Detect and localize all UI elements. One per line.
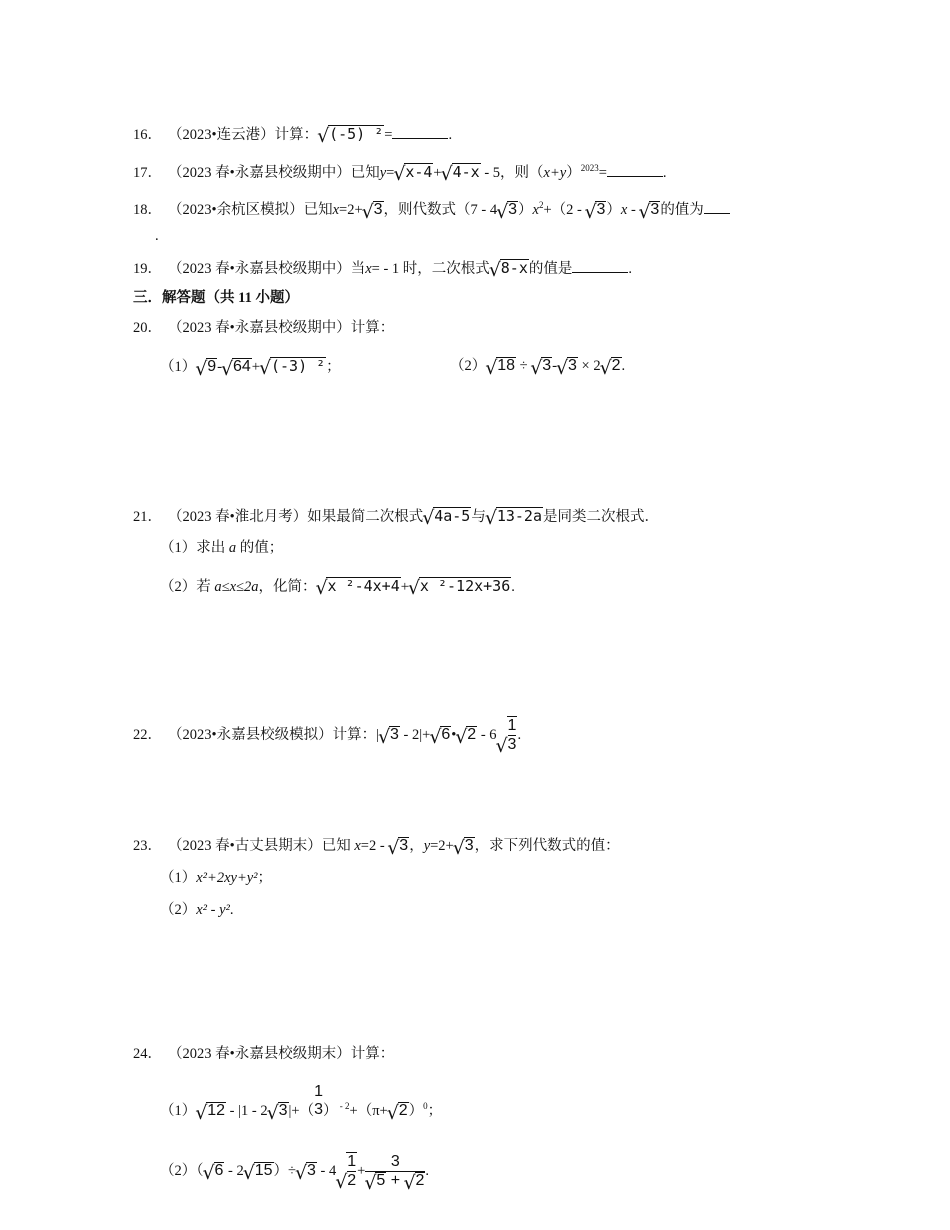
minus-sign: - — [552, 358, 558, 374]
question-text: 计算： — [350, 320, 395, 336]
sqrt-fraction — [497, 716, 518, 754]
numerator: 3 — [390, 1153, 400, 1170]
exponent: 0 — [423, 1101, 428, 1111]
question-text: 的值； — [236, 540, 284, 556]
sqrt-expression — [490, 258, 529, 278]
paren: ） — [408, 1102, 424, 1119]
abs-bar: | — [376, 726, 379, 743]
sqrt-expression — [442, 162, 481, 182]
question-24-part-2 — [160, 1152, 429, 1190]
question-23-part-1 — [160, 868, 272, 888]
radicand: 2 — [398, 1101, 408, 1119]
question-20-part-2 — [450, 356, 625, 376]
period: . — [229, 902, 234, 918]
question-22 — [133, 716, 521, 754]
sqrt-expression — [244, 1161, 274, 1181]
expression-text: - 2|+ — [399, 726, 431, 743]
radicand: 3 — [650, 200, 660, 218]
answer-blank[interactable] — [704, 199, 730, 214]
question-text: 计算： — [332, 726, 377, 743]
denominator: 3 — [314, 1100, 324, 1118]
semicolon: ； — [257, 870, 273, 886]
question-16 — [133, 124, 452, 145]
question-number: 22． — [133, 726, 162, 743]
expression-text: - |1 - 2 — [226, 1102, 268, 1119]
radicand: 3 — [596, 200, 606, 218]
variable: y — [379, 164, 387, 181]
denominator: 2 — [347, 1172, 357, 1189]
question-text: ，则代数式（7 - 4 — [383, 201, 498, 218]
question-number: 19． — [133, 261, 162, 277]
sqrt-expression — [296, 1161, 317, 1181]
question-number: 16． — [133, 127, 162, 143]
part-label: （2） — [450, 358, 487, 374]
period: . — [448, 127, 453, 143]
sqrt-expression — [486, 356, 516, 376]
question-number: 17． — [133, 164, 162, 181]
radicand: 8-x — [500, 259, 528, 277]
expression-text: - 6 — [477, 726, 497, 743]
expression: x²+2xy+y² — [196, 870, 258, 886]
equals-sign: = — [386, 164, 395, 181]
expression-text: =2 - — [360, 838, 389, 854]
sqrt-expression — [409, 576, 511, 596]
question-text: 当 — [350, 261, 366, 277]
numerator: √ 1 — [347, 1153, 357, 1170]
period: . — [511, 579, 515, 595]
period: . — [662, 164, 667, 181]
comma: ， — [409, 838, 424, 854]
denominator — [365, 1171, 425, 1190]
fraction — [347, 1153, 356, 1190]
sqrt-expression — [557, 356, 578, 376]
radicand: 3 — [542, 357, 552, 374]
sqrt-expression — [365, 1172, 386, 1190]
plus-sign: + — [251, 359, 260, 375]
sqrt-fraction — [336, 1152, 357, 1190]
question-20 — [133, 318, 394, 338]
exponent: 2 — [538, 200, 544, 210]
expression-text: - 2 — [224, 1162, 244, 1179]
denominator: 3 — [507, 736, 517, 753]
radicand: 4a-5 — [434, 507, 471, 525]
part-label: （1） — [160, 1102, 197, 1119]
semicolon: ； — [326, 359, 341, 375]
question-source: （2023•余杭区模拟） — [168, 201, 304, 218]
radicand: x ²-12x+36 — [419, 577, 511, 595]
part-label: （2） — [160, 902, 197, 918]
question-21-part-1 — [160, 538, 283, 558]
question-text: ，求下列代数式的值： — [474, 838, 620, 854]
question-text: 已知 — [350, 164, 380, 181]
sqrt-expression — [394, 162, 433, 182]
sqrt-expression — [316, 576, 400, 596]
radicand: 15 — [254, 1161, 273, 1179]
paren: ） — [518, 201, 533, 218]
paren: ） — [566, 164, 581, 181]
question-19 — [133, 258, 632, 279]
continuation-period: . — [155, 228, 159, 244]
dot-sign: • — [451, 726, 457, 743]
period: . — [425, 1162, 430, 1179]
part-label: （1） — [160, 870, 197, 886]
radicand: 3 — [278, 1101, 288, 1119]
question-text: 计算： — [274, 127, 319, 143]
question-text: 求出 — [196, 540, 229, 556]
radicand: 12 — [207, 1101, 226, 1119]
expression: x² - y² — [196, 902, 230, 918]
question-20-part-1 — [160, 356, 341, 377]
sqrt-expression — [601, 356, 622, 376]
sqrt-expression — [204, 1161, 225, 1181]
radicand: 6 — [214, 1161, 224, 1179]
sqrt-expression — [497, 200, 518, 220]
variable: x — [532, 201, 539, 218]
sqrt-expression — [486, 506, 543, 526]
question-number: 24． — [133, 1046, 162, 1062]
variable: x — [332, 201, 340, 218]
answer-blank[interactable] — [392, 124, 448, 139]
question-source: （2023 春•古丈县期末） — [168, 838, 322, 854]
question-number: 21． — [133, 509, 162, 525]
sqrt-expression — [260, 356, 326, 376]
radicand: 18 — [497, 357, 516, 374]
radicand: 2 — [467, 725, 477, 743]
radicand: 9 — [207, 358, 217, 375]
question-24 — [133, 1044, 394, 1064]
sqrt-expression — [430, 725, 451, 745]
sqrt-expression — [363, 200, 384, 220]
question-text: 已知 — [321, 838, 355, 854]
question-number: 23． — [133, 838, 162, 854]
expression-text: - 4 — [316, 1162, 337, 1179]
sqrt-expression — [222, 357, 252, 377]
equals-sign: = — [384, 127, 393, 143]
part-label: （2） — [160, 1162, 197, 1179]
question-text: 是同类二次根式． — [542, 509, 659, 525]
radicand: 2 — [611, 357, 621, 374]
period: . — [517, 726, 522, 743]
sqrt-expression — [318, 124, 384, 144]
question-21 — [133, 506, 659, 527]
minus-sign: - — [217, 359, 222, 375]
question-text: ，化简： — [258, 579, 317, 595]
sqrt-expression — [639, 200, 660, 220]
condition: a≤x≤2a — [214, 579, 259, 595]
radicand: 2 — [415, 1172, 425, 1189]
plus-sign: + — [400, 579, 409, 595]
paren: （ — [196, 1162, 204, 1179]
question-source: （2023 春•永嘉县校级期末） — [168, 1046, 351, 1062]
section-heading: 三．解答题（共 11 小题） — [133, 290, 299, 306]
question-text: 的值是 — [528, 261, 573, 277]
expression-text: ）÷ — [273, 1162, 297, 1179]
radicand: 3 — [568, 357, 577, 374]
expression: x+y — [543, 164, 567, 181]
variable: x — [354, 838, 361, 854]
plus-sign: + — [433, 164, 442, 181]
variable: x — [365, 261, 372, 277]
question-text: +（2 - — [543, 201, 586, 218]
question-17 — [133, 158, 667, 183]
question-number: 18． — [133, 201, 162, 218]
radicand: 3 — [307, 1161, 316, 1179]
radicand: x ²-4x+4 — [327, 577, 400, 595]
sqrt-expression — [456, 725, 477, 745]
question-text: 如果最简二次根式 — [307, 509, 424, 525]
variable: x — [620, 201, 628, 218]
radicand: 3 — [389, 725, 399, 743]
sqrt-expression — [196, 1101, 226, 1121]
semicolon: ； — [427, 1102, 443, 1119]
question-text: - 5，则（ — [480, 164, 544, 181]
paren: ） — [323, 1102, 338, 1119]
sqrt-expression — [585, 200, 606, 220]
radicand: 13-2a — [496, 507, 542, 525]
radicand: 3 — [508, 200, 518, 218]
sqrt-expression — [268, 1101, 289, 1121]
radicand: x-4 — [405, 162, 433, 181]
question-source: （2023 春•淮北月考） — [168, 509, 308, 525]
divide-sign: ÷ — [516, 358, 532, 374]
question-text: 的值为 — [660, 201, 704, 218]
radicand: (-3) ² — [270, 357, 326, 375]
question-source: （2023•永嘉县校级模拟） — [168, 726, 333, 743]
numerator: 1 — [314, 1082, 324, 1100]
question-text: 已知 — [303, 201, 333, 218]
question-text: 若 — [196, 579, 215, 595]
plus-sign: + — [386, 1172, 405, 1189]
question-source: （2023•连云港） — [168, 127, 275, 143]
question-23-part-2 — [160, 900, 234, 920]
answer-blank[interactable] — [572, 258, 628, 273]
sqrt-expression — [454, 836, 475, 856]
part-label: （1） — [160, 359, 197, 375]
numerator: √ 1 — [507, 717, 517, 734]
fraction — [508, 717, 517, 754]
fraction — [314, 1083, 323, 1119]
sqrt-expression — [388, 1101, 409, 1121]
radicand: 64 — [233, 358, 251, 375]
question-source: （2023 春•永嘉县校级期中） — [168, 164, 351, 181]
period: . — [628, 261, 632, 277]
question-source: （2023 春•永嘉县校级期中） — [168, 320, 351, 336]
radicand: 3 — [464, 837, 474, 854]
variable: y — [423, 838, 431, 854]
equals-sign: = — [598, 164, 607, 181]
radicand: 3 — [373, 200, 383, 218]
exponent: 2023 — [580, 163, 599, 173]
part-label: （2） — [160, 579, 197, 595]
question-number: 20． — [133, 320, 162, 336]
question-21-part-2 — [160, 576, 515, 597]
sqrt-expression — [423, 506, 471, 526]
radicand: 5 — [376, 1172, 386, 1189]
equals-sign: =2+ — [339, 201, 363, 218]
part-label: （1） — [160, 540, 197, 556]
radicand: 6 — [441, 725, 451, 743]
question-24-part-1 — [160, 1082, 443, 1121]
question-23 — [133, 836, 620, 856]
radicand: (-5) ² — [329, 125, 384, 143]
radicand: 4-x — [452, 162, 480, 181]
sqrt-expression — [379, 725, 400, 745]
minus-sign: - — [627, 201, 640, 218]
radicand: 3 — [399, 837, 409, 854]
period: . — [621, 358, 626, 374]
sqrt-expression — [388, 836, 409, 856]
answer-blank[interactable] — [607, 162, 663, 177]
plus-sign: + — [357, 1162, 366, 1179]
sqrt-expression — [405, 1172, 426, 1190]
question-text: = - 1 时，二次根式 — [371, 261, 490, 277]
times-sign: × 2 — [577, 358, 601, 374]
question-source: （2023 春•永嘉县校级期中） — [168, 261, 351, 277]
paren: ） — [606, 201, 621, 218]
expression-text: +（π+ — [349, 1102, 388, 1119]
expression-text: =2+ — [430, 838, 454, 854]
question-text: 计算： — [350, 1046, 395, 1062]
sqrt-expression — [531, 356, 552, 376]
question-text: 与 — [471, 509, 486, 525]
sqrt-expression — [196, 357, 217, 377]
variable: a — [228, 540, 237, 556]
question-18 — [133, 195, 730, 220]
fraction — [365, 1153, 425, 1190]
expression-text: |+（ — [288, 1102, 315, 1119]
exponent: - 2 — [337, 1101, 350, 1111]
